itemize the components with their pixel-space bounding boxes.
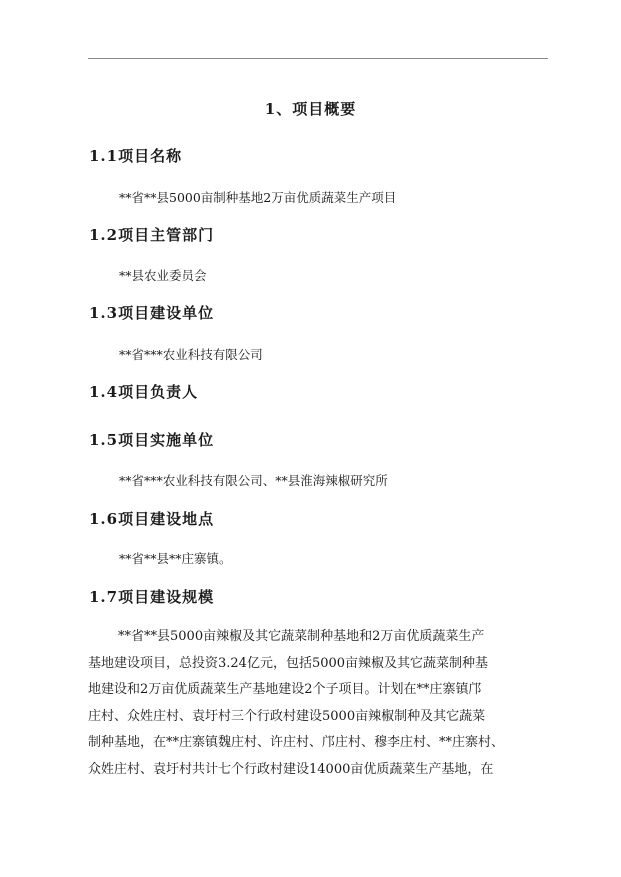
section-heading-1-6: 1.6项目建设地点 — [89, 510, 215, 528]
section-heading-1-7: 1.7项目建设规模 — [89, 588, 215, 606]
header-rule — [88, 58, 548, 59]
construction-unit-text: **省***农业科技有限公司 — [119, 347, 263, 362]
paragraph-line: 基地建设项目，总投资3.24亿元，包括5000亩辣椒及其它蔬菜制种基 — [88, 655, 489, 671]
section-heading-1-1: 1.1项目名称 — [89, 147, 183, 165]
paragraph-line: 庄村、众姓庄村、袁圩村三个行政村建设5000亩辣椒制种及其它蔬菜 — [88, 708, 486, 724]
paragraph-line: 地建设和2万亩优质蔬菜生产基地建设2个子项目。计划在**庄寨镇邝 — [88, 682, 482, 698]
construction-scale-paragraph — [88, 624, 548, 784]
implementing-unit-text: **省***农业科技有限公司、**县淮海辣椒研究所 — [119, 473, 388, 488]
section-heading-1-4: 1.4项目负责人 — [89, 383, 199, 401]
paragraph-line: **省**县5000亩辣椒及其它蔬菜制种基地和2万亩优质蔬菜生产 — [118, 629, 485, 644]
construction-site-text: **省**县**庄寨镇。 — [119, 551, 232, 566]
project-name-text: **省**县5000亩制种基地2万亩优质蔬菜生产项目 — [119, 190, 397, 205]
supervising-dept-text: **县农业委员会 — [119, 268, 207, 283]
paragraph-line: 众姓庄村、袁圩村共计七个行政村建设14000亩优质蔬菜生产基地，在 — [88, 761, 494, 777]
section-heading-1-2: 1.2项目主管部门 — [89, 226, 215, 244]
section-heading-1-5: 1.5项目实施单位 — [89, 431, 215, 449]
page-title: 1、项目概要 — [264, 100, 357, 118]
paragraph-line: 制种基地，在**庄寨镇魏庄村、许庄村、邝庄村、穆李庄村、**庄寨村、 — [88, 735, 505, 751]
section-heading-1-3: 1.3项目建设单位 — [89, 304, 215, 322]
